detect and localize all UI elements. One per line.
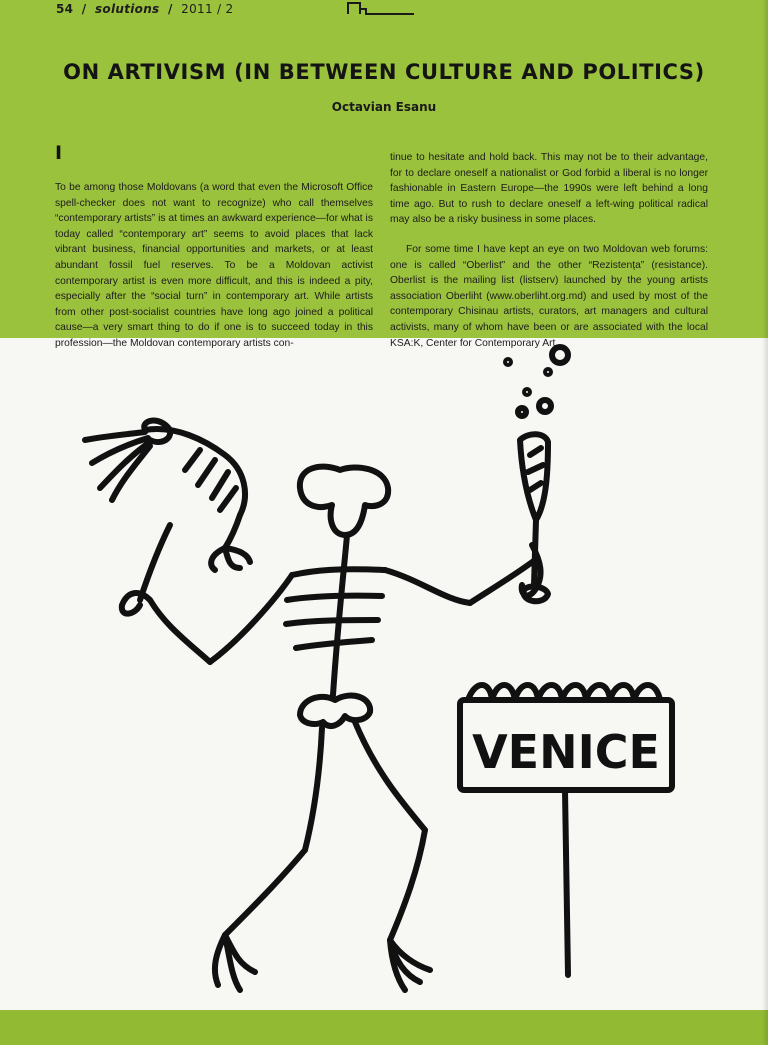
bubble — [552, 347, 568, 363]
pelvis — [300, 696, 370, 726]
magazine-logo-icon — [346, 0, 416, 16]
shrimp-tail — [211, 548, 250, 570]
section-numeral: I — [55, 142, 63, 164]
skeleton-illustration — [0, 338, 768, 1010]
article-title: ON ARTIVISM (IN BETWEEN CULTURE AND POLITICS) — [63, 60, 705, 84]
rib — [286, 620, 378, 624]
right-foot — [390, 940, 430, 990]
left-arm-bone — [140, 525, 170, 600]
skull — [300, 467, 388, 535]
right-shin — [390, 830, 425, 940]
left-shin — [225, 850, 305, 935]
rib — [287, 596, 382, 600]
body-paragraph: For some time I have kept an eye on two Moldovan web forums: one is called “Oberlist” and the other “Rezistența” (resistance). Oberlist is the mailing list (listserv) launched by the young artists association Oberliht (www.oberliht.org.md) and used by most of the contemporary Chisinau artists, curators, art managers and cultural activists, many of whom have been or are associated with the local KSA:K, Center for Contemporary Art. — [390, 243, 708, 349]
left-femur — [305, 728, 322, 850]
bubble — [506, 360, 510, 364]
shrimp-antennae — [85, 432, 150, 500]
bubble — [518, 408, 526, 416]
left-forearm — [150, 600, 210, 662]
bubble — [539, 400, 551, 412]
glass-stem — [534, 520, 536, 585]
rib — [292, 569, 385, 575]
green-footer-band — [0, 1010, 768, 1045]
separator: / — [167, 2, 173, 16]
publication-name: solutions — [94, 2, 160, 16]
right-upper-arm — [385, 570, 470, 603]
body-column-right — [390, 150, 708, 351]
bubble — [546, 370, 550, 374]
separator: / — [81, 2, 87, 16]
page-number: 54 — [56, 2, 74, 16]
left-hand — [122, 593, 150, 614]
right-femur — [355, 722, 425, 830]
running-header — [56, 2, 233, 16]
body-column-left — [55, 180, 373, 352]
sign-post — [565, 790, 568, 975]
author-byline: Octavian Esanu — [331, 100, 437, 114]
body-paragraph: tinue to hesitate and hold back. This may not be to their advantage, for to declare oneself a nationalist or God forbid a liberal is no longer fashionable in Eastern Europe—the 1990s were left behind a long time ago. But to rush to declare oneself a left-wing political radical may also be a risky business in some places. — [390, 152, 708, 226]
left-foot — [215, 935, 255, 990]
bubbles-line — [528, 448, 543, 490]
venice-sign-text: VENICE — [472, 725, 660, 779]
body-paragraph: To be among those Moldovans (a word that even the Microsoft Office spell-checker does not want to recognize) who call themselves “contemporary artists” is at times an awkward experience—for what is today called “contemporary art” seems to avoid places that lack vibrant business, financial opportunities and markets, or at least abundant fossil fuel reserves. To be a Moldovan activist contemporary artist is even more difficult, and this is indeed a pity, especially after the “social turn” in contemporary art. While artists from other post-socialist countries have long ago joined a political cause—a very smart thing to do if one is to succeed today in this profession—the Moldovan contemporary artists con- — [55, 182, 373, 349]
page-edge-shadow — [762, 0, 768, 1045]
spine — [333, 535, 347, 695]
bubble — [525, 390, 529, 394]
shrimp-body — [145, 429, 245, 548]
issue-number: 2011 / 2 — [181, 2, 234, 16]
left-upper-arm — [210, 575, 292, 662]
